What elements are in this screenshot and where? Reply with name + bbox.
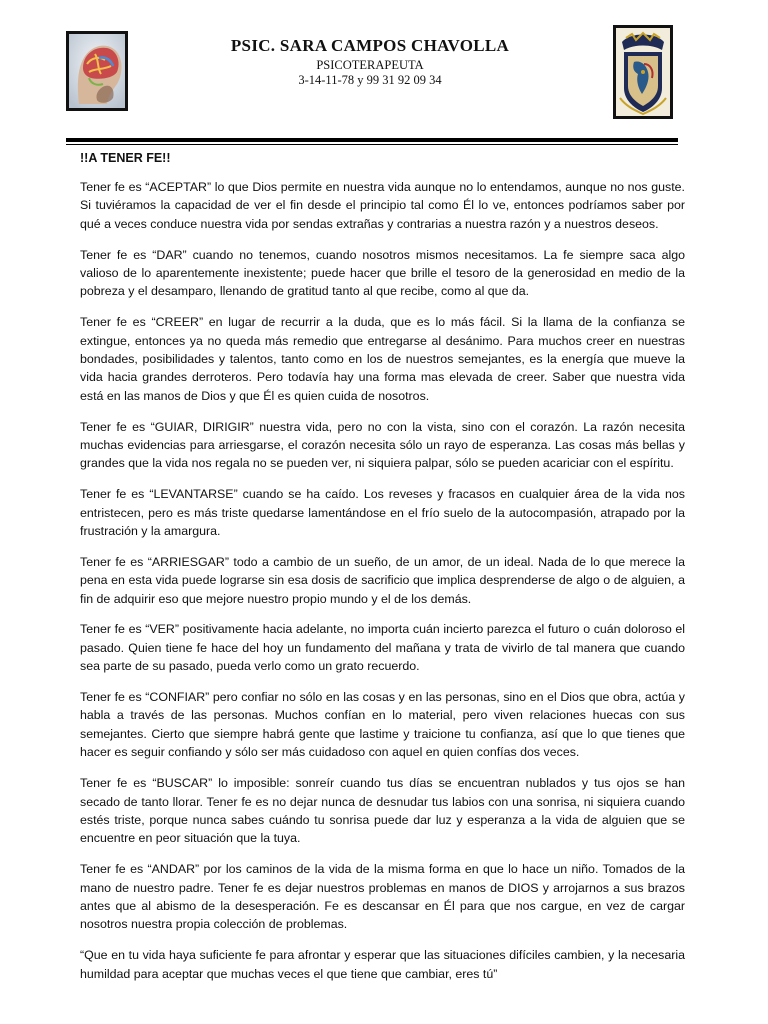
phone-numbers: 3-14-11-78 y 99 31 92 09 34	[298, 73, 442, 87]
brain-head-logo-icon	[66, 31, 128, 111]
paragraph-aceptar: Tener fe es “ACEPTAR” lo que Dios permite en nuestra vida aunque no lo entendamos, aunque no nos guste. Si tuviéramos la capacidad de ver el fin desde el principio tal como Él lo ve, entonces podríamos saber por qué a veces conduce nuestra vida por sendas extrañas y contrarias a nuestra razón y a nuestros deseos.	[80, 180, 685, 231]
document-title: PSIC. SARA CAMPOS CHAVOLLA	[230, 36, 510, 55]
paragraph-andar: Tener fe es “ANDAR” por los caminos de la vida de la misma forma en que lo hace un niño. Tomados de la mano de nuestro padre. Tener fe es dejar nuestros problemas en manos de DIOS y arrojarnos a sus brazos antes que al abismo de la desesperación. Fe es descansar en Él para que nos cargue, en vez de cargar nosotros nuestra propia colección de problemas.	[80, 862, 685, 932]
document-subtitle: PSICOTERAPEUTA	[316, 58, 424, 72]
document-header	[0, 0, 768, 150]
paragraph-dar: Tener fe es “DAR” cuando no tenemos, cuando nosotros mismos necesitamos. La fe siempre saca algo valioso de lo aparentemente inexistente; puede hacer que brille el tesoro de la generosidad en medio de la pobreza y el desamparo, llenando de gratitud tanto al que recibe, como al que da.	[80, 247, 685, 299]
paragraph-confiar: Tener fe es “CONFIAR” pero confiar no sólo en las cosas y en las personas, sino en el Dios que obra, actúa y habla a través de las personas. Muchos confían en lo material, pero viven relaciones huecas con sus semejantes. Cierto que siempre habrá gente que lastime y traicione tu confianza, así que lo que tienes que hacer es seguir confiando y sólo ser más cuidadoso con aquel en quien confías dos veces.	[80, 690, 685, 760]
document-body	[80, 150, 685, 995]
header-divider-thin	[66, 144, 678, 145]
closing-quote: “Que en tu vida haya suficiente fe para afrontar y esperar que las situaciones difíciles cambien, y la necesaria humildad para aceptar que muchas veces el que tiene que cambiar, eres tú”	[80, 948, 685, 981]
paragraph-arriesgar: Tener fe es “ARRIESGAR” todo a cambio de un sueño, de un amor, de un ideal. Nada de lo que merece la pena en esta vida puede lograrse sin esa dosis de sacrificio que implica desprenderse de algo o de alguien, a fin de adquirir eso que mejore nuestro propio mundo y el de los demás.	[80, 554, 685, 606]
paragraph-levantarse: Tener fe es “LEVANTARSE” cuando se ha caído. Los reveses y fracasos en cualquier área de la vida nos entristecen, pero es más triste quedarse lamentándose en el frío suelo de la autocompasión, atrapado por la frustración y la amargura.	[80, 487, 685, 539]
paragraph-creer: Tener fe es “CREER” en lugar de recurrir a la duda, que es lo más fácil. Si la llama de la confianza se extingue, entonces ya no queda más remedio que entregarse al desánimo. Para muchos creer en nuestras bondades, posibilidades y talentos, tanto como en los de nuestros semejantes, es la energía que mueve la vida hacia grandes derroteros. Pero todavía hay una forma mas elevada de creer. Saber que nuestra vida está en las manos de Dios y que Él es quien cuida de nosotros.	[80, 315, 685, 403]
university-crest-logo-icon	[613, 25, 673, 119]
letterhead-title-block	[130, 36, 610, 88]
paragraph-guiar: Tener fe es “GUIAR, DIRIGIR” nuestra vida, pero no con la vista, sino con el corazón. La razón necesita muchas evidencias para arriesgarse, el corazón necesita sólo un rayo de esperanza. Las cosas más bellas y grandes que la vida nos regala no se pueden ver, ni siquiera palpar, sólo se pueden acariciar con el espíritu.	[80, 419, 685, 471]
section-heading: !!A TENER FE!!	[80, 151, 171, 165]
paragraph-ver: Tener fe es “VER” positivamente hacia adelante, no importa cuán incierto parezca el futuro o cuán doloroso el pasado. Quien tiene fe hace del hoy un fundamento del mañana y trata de vivirlo de tal manera que cuando sea parte de su pasado, pueda verlo como un grato recuerdo.	[80, 622, 685, 674]
header-divider-thick	[66, 138, 678, 142]
paragraph-buscar: Tener fe es “BUSCAR” lo imposible: sonreír cuando tus días se encuentran nublados y tus ojos se han secado de tanto llorar. Tener fe es no dejar nunca de desnudar tus labios con una sonrisa, ni siquiera cuando estés triste, porque nunca sabes cuándo tu sonrisa puede dar luz y esperanza a la vida de alguien que se encuentre en peor situación que la tuya.	[80, 776, 685, 846]
